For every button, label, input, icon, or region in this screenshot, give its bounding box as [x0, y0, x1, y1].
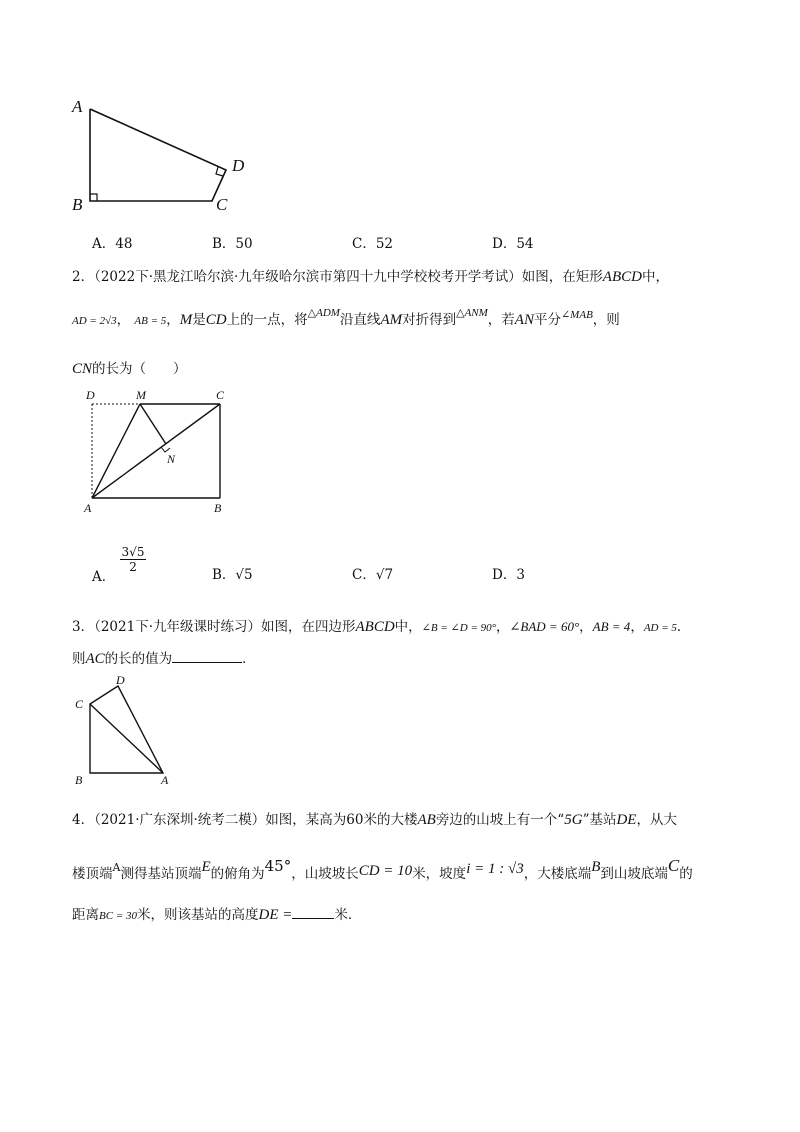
- q4-text: 到山坡底端: [600, 866, 668, 882]
- q4-line-1: [72, 808, 677, 829]
- q2-comma: ，: [166, 312, 180, 328]
- fig3-label-a: A: [161, 773, 169, 784]
- q2-option-d: D．3: [492, 567, 525, 583]
- q4-ab: AB: [417, 812, 436, 828]
- q3-line-2: [72, 647, 256, 668]
- q2-option-a-numerator: 3√5: [121, 545, 145, 559]
- q2-line-2: [72, 308, 620, 329]
- q4-line-3: [72, 903, 361, 924]
- q4-deg: 45°: [264, 857, 292, 875]
- q2-text: 是: [192, 312, 206, 328]
- q3-text: 则: [72, 651, 86, 667]
- figure-1-quadrilateral: [60, 90, 270, 220]
- q2-tri-adm: △ADM: [307, 307, 340, 319]
- q4-answer-blank[interactable]: [292, 917, 334, 919]
- q4-text: ”基站: [582, 812, 617, 828]
- q2-comma: ，: [116, 312, 131, 328]
- q4-text: ，从大: [636, 812, 677, 828]
- q2-text: 对折得到: [402, 312, 457, 328]
- q4-bc: BC = 30: [99, 910, 137, 922]
- fig3-label-b: B: [75, 773, 83, 784]
- fig1-label-c: C: [216, 195, 228, 214]
- q3-text: ．: [242, 651, 256, 667]
- q4-text: 米，坡度: [412, 866, 467, 882]
- q2-text: 中，: [641, 269, 669, 285]
- fig2-label-d: D: [86, 388, 95, 402]
- q3-text: 的长的值为: [104, 651, 173, 667]
- q4-text: 测得基站顶端: [120, 866, 202, 882]
- q4-de: DE: [616, 812, 637, 828]
- q4-text: 米，则该基站的高度: [136, 907, 259, 923]
- q3-text: 如图，在四边形: [261, 619, 356, 635]
- q4-c: C: [667, 856, 680, 875]
- q2-text: ，若: [487, 312, 515, 328]
- fig2-label-n: N: [167, 452, 176, 466]
- q2-ab-expr: AB = 5: [134, 315, 167, 327]
- figure-2-rectangle: [80, 385, 240, 520]
- q2-ad-expr: AD = 2√3: [72, 315, 117, 327]
- q2-option-a-prefix: A．: [92, 569, 116, 586]
- q4-cd: CD = 10: [358, 863, 413, 879]
- q4-number: 4．: [72, 812, 95, 828]
- q3-line-1: 3．（2021下·九年级课时练习）如图，在四边形ABCD中，∠B = ∠D = 90°，∠BAD = 60°，AB = 4，AD = 5．: [72, 619, 691, 635]
- q3-number: 3．: [72, 619, 95, 635]
- q4-text: ，山坡坡长: [291, 866, 359, 882]
- q2-text: 平分: [533, 312, 561, 328]
- q4-text: 距离: [72, 907, 99, 923]
- q2-tri-anm: △ANM: [456, 307, 488, 319]
- q3-ac: AC: [85, 651, 105, 667]
- q4-de2: DE =: [258, 907, 293, 923]
- q2-option-b-value: √5: [235, 567, 253, 583]
- fig3-label-d: D: [116, 673, 125, 687]
- q3-source: （2021下·九年级课时练习）: [94, 619, 261, 635]
- q2-text: ，则: [592, 312, 620, 328]
- q4-e: E: [201, 859, 211, 875]
- q2-text: 沿直线: [339, 312, 381, 328]
- q2-am: AM: [380, 312, 403, 328]
- q2-m: M: [179, 312, 193, 328]
- q3-bad: ∠BAD = 60°: [509, 619, 580, 634]
- q3-text: ．: [676, 619, 691, 635]
- q4-line-2: [72, 856, 693, 883]
- q4-text: ，大楼底端: [523, 866, 592, 882]
- q4-5g: 5G: [564, 812, 583, 828]
- fig3-label-c: C: [75, 697, 84, 711]
- fig1-label-d: D: [232, 156, 245, 175]
- q1-option-a: A．48: [92, 236, 133, 252]
- q4-source: （2021·广东深圳·统考二模）: [94, 812, 266, 828]
- figure-3-quadrilateral: [70, 672, 190, 784]
- q2-text: 上的一点，将: [226, 312, 308, 328]
- fig1-label-a: A: [72, 97, 83, 116]
- q4-text: 如图，某高为60米的大楼: [265, 812, 418, 828]
- q4-text: 的: [679, 866, 693, 882]
- q1-option-c: C．52: [352, 236, 394, 252]
- q3-answer-blank[interactable]: [172, 661, 242, 663]
- fig2-label-m: M: [136, 388, 146, 402]
- q2-cn: CN: [72, 361, 93, 377]
- q2-option-b-prefix: B．: [212, 567, 236, 583]
- q3-ab: AB = 4: [592, 619, 631, 634]
- q3-angles: ∠B = ∠D = 90°: [421, 622, 497, 634]
- fig1-label-b: B: [72, 195, 83, 214]
- q4-text: 旁边的山坡上有一个“: [435, 812, 565, 828]
- q2-cd: CD: [205, 312, 227, 328]
- q2-line-3: [72, 357, 187, 378]
- q2-option-a-denominator: 2: [129, 560, 137, 575]
- q1-option-b: B．50: [212, 236, 253, 252]
- q3-abcd: ABCD: [355, 619, 395, 635]
- q4-b: B: [591, 859, 601, 875]
- q2-option-c: [352, 563, 393, 583]
- q2-option-b: [212, 563, 253, 583]
- q1-option-d: D．54: [492, 236, 534, 252]
- q4-a: A: [112, 861, 121, 874]
- q4-text: 楼顶端: [72, 866, 113, 882]
- q4-text: 米．: [334, 907, 362, 923]
- q2-an: AN: [514, 312, 534, 328]
- q2-text: 的长为（ ）: [92, 361, 187, 377]
- q2-option-c-prefix: C．: [352, 567, 376, 583]
- fig2-label-c: C: [216, 388, 225, 402]
- q2-line-1: [72, 265, 669, 286]
- q2-ang-mab: ∠MAB: [560, 309, 593, 321]
- q4-slope: i = 1 : √3: [466, 861, 524, 877]
- q2-source: （2022下·黑龙江哈尔滨·九年级哈尔滨市第四十九中学校校考开学考试）: [94, 269, 522, 285]
- fig2-label-b: B: [214, 501, 222, 515]
- q2-number: 2．: [72, 269, 95, 285]
- fig2-label-a: A: [84, 501, 92, 515]
- q2-option-a: [92, 545, 146, 586]
- q2-option-a-fraction: [120, 545, 147, 575]
- q2-text: 如图，在矩形: [521, 269, 603, 285]
- q3-ad: AD = 5: [643, 622, 677, 634]
- q3-text: 中，: [394, 619, 422, 635]
- q2-option-c-value: √7: [375, 567, 394, 583]
- q4-text: 的俯角为: [210, 866, 265, 882]
- q2-abcd: ABCD: [602, 269, 642, 285]
